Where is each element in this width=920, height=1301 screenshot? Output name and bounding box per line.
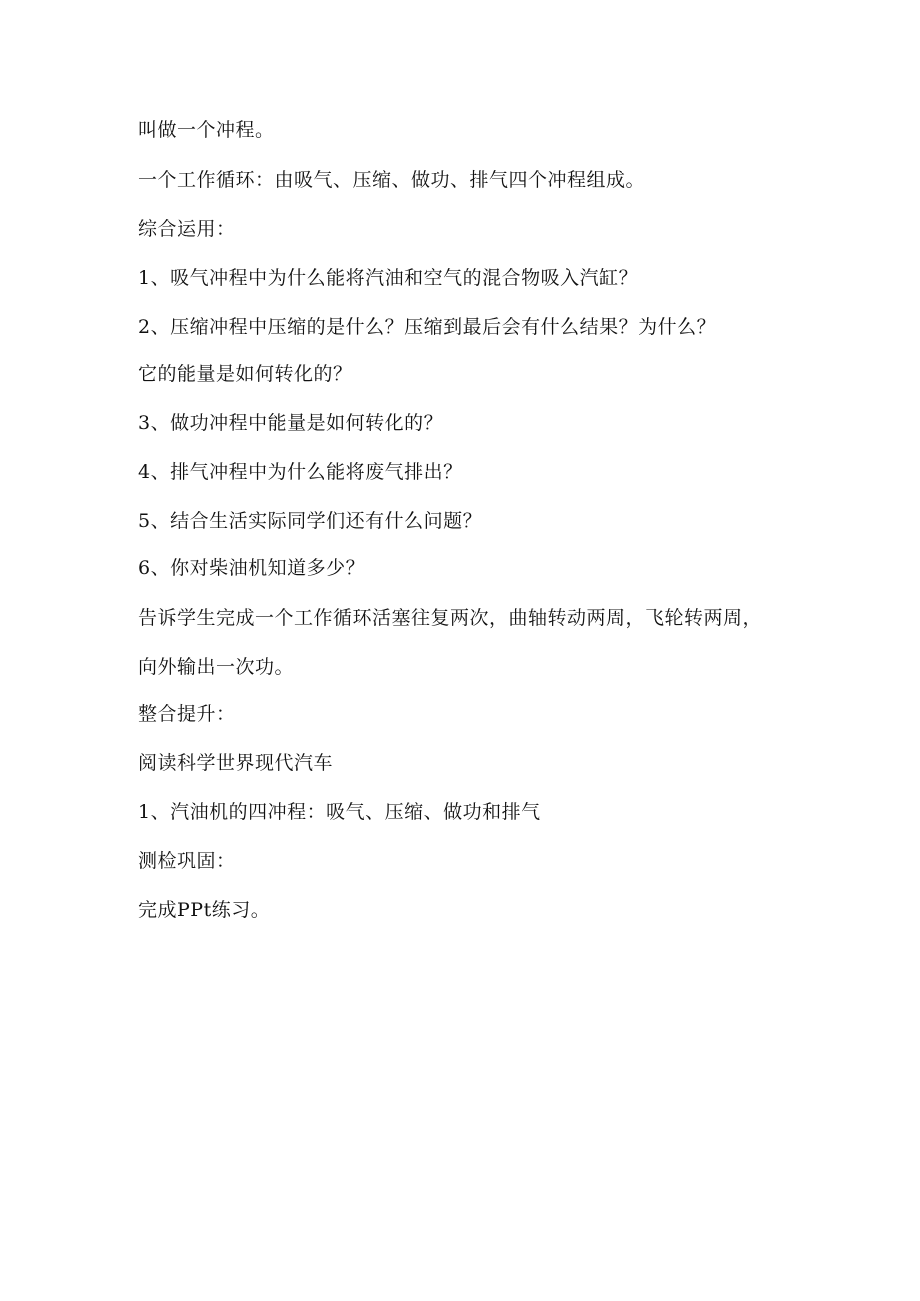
section-heading-consolidation: 测检巩固： bbox=[138, 850, 236, 872]
section-heading-integration: 整合提升： bbox=[138, 703, 236, 725]
question-3: 3、做功冲程中能量是如何转化的？ bbox=[138, 412, 444, 434]
text-line-work-cycle: 一个工作循环：由吸气、压缩、做功、排气四个冲程组成。 bbox=[138, 169, 646, 191]
text-line-exercise: 完成PPt练习。 bbox=[138, 899, 271, 921]
text-line-explanation: 告诉学生完成一个工作循环活塞往复两次，曲轴转动两周，飞轮转两周， bbox=[138, 607, 763, 629]
question-4: 4、排气冲程中为什么能将废气排出？ bbox=[138, 461, 463, 483]
question-2: 2、压缩冲程中压缩的是什么？压缩到最后会有什么结果？为什么？ bbox=[138, 316, 717, 338]
question-6: 6、你对柴油机知道多少？ bbox=[138, 557, 366, 579]
question-1: 1、吸气冲程中为什么能将汽油和空气的混合物吸入汽缸？ bbox=[138, 267, 639, 289]
text-line-reading: 阅读科学世界现代汽车 bbox=[138, 752, 334, 774]
text-line-explanation-continued: 向外输出一次功。 bbox=[138, 656, 295, 678]
question-2-continued: 它的能量是如何转化的？ bbox=[138, 363, 353, 385]
text-line-four-strokes: 1、汽油机的四冲程：吸气、压缩、做功和排气 bbox=[138, 801, 541, 823]
text-line-stroke-definition: 叫做一个冲程。 bbox=[138, 119, 275, 141]
question-5: 5、结合生活实际同学们还有什么问题？ bbox=[138, 510, 483, 532]
section-heading-comprehensive-use: 综合运用： bbox=[138, 218, 236, 240]
